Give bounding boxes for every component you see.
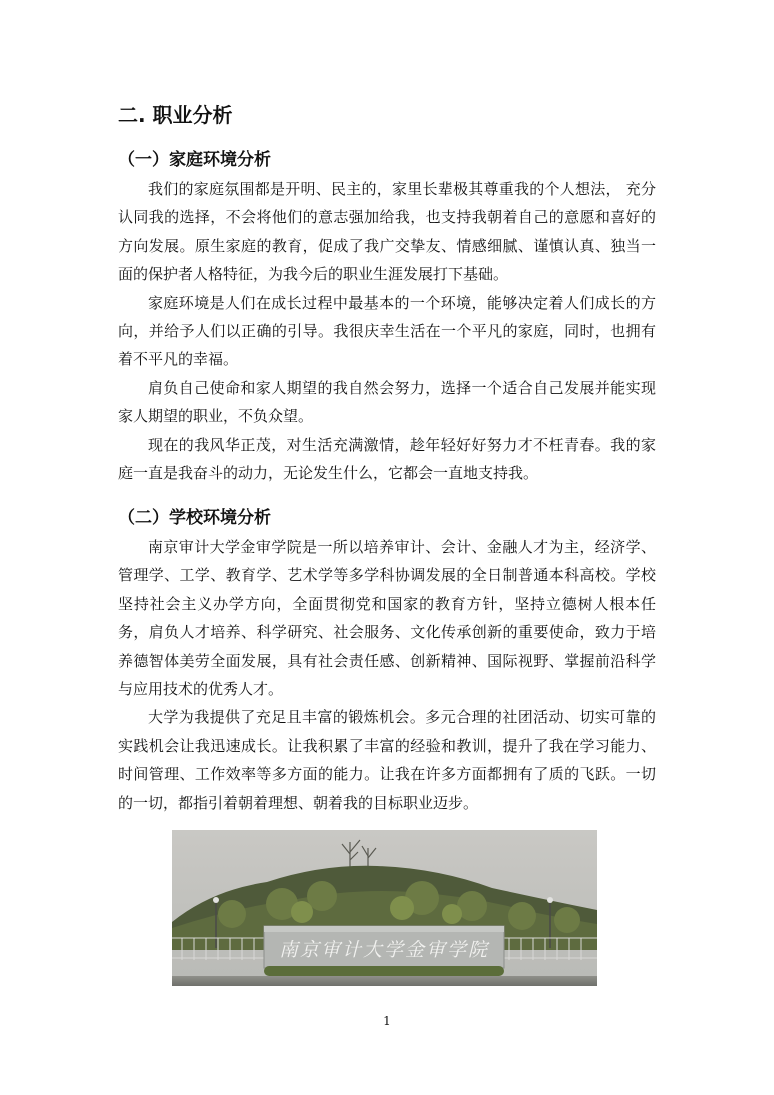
family-paragraph-4: 现在的我风华正茂，对生活充满激情，趁年轻好好努力才不枉青春。我的家庭一直是我奋斗的动力，无论发生什么，它都会一直地支持我。 bbox=[118, 435, 656, 483]
school-text bbox=[118, 533, 656, 817]
section-title: 二. 职业分析 bbox=[118, 103, 233, 127]
campus-gate-illustration bbox=[172, 830, 597, 986]
school-paragraph-1: 南京审计大学金审学院是一所以培养审计、会计、金融人才为主，经济学、管理学、工学、教育学、艺术学等多学科协调发展的全日制普通本科高校。学校坚持社会主义办学方向，全面贯彻党和国家的教育方针，坚持立德树人根本任务，肩负人才培养、科学研究、社会服务、文化传承创新的重要使命，致力于培养德智体美劳全面发展，具有社会责任感、创新精神、国际视野、掌握前沿科学与应用技术的优秀人才。 bbox=[118, 538, 656, 699]
family-text bbox=[118, 175, 656, 487]
school-heading: （二）学校环境分析 bbox=[118, 508, 271, 528]
family-heading: （一）家庭环境分析 bbox=[118, 150, 271, 170]
page-number: 1 bbox=[383, 1014, 391, 1028]
campus-gate-photo bbox=[172, 830, 597, 986]
family-paragraph-2: 家庭环境是人们在成长过程中最基本的一个环境，能够决定着人们成长的方向，并给予人们以正确的引导。我很庆幸生活在一个平凡的家庭，同时，也拥有着不平凡的幸福。 bbox=[118, 293, 656, 369]
family-paragraph-1: 我们的家庭氛围都是开明、民主的，家里长辈极其尊重我的个人想法， 充分认同我的选择，不会将他们的意志强加给我，也支持我朝着自己的意愿和喜好的方向发展。原生家庭的教育，促成了我广交挚友、情感细腻、谨慎认真、独当一面的保护者人格特征，为我今后的职业生涯发展打下基础。 bbox=[118, 180, 656, 284]
sign-text: 南京审计大学金审学院 bbox=[278, 939, 490, 961]
school-paragraph-2: 大学为我提供了充足且丰富的锻炼机会。多元合理的社团活动、切实可靠的实践机会让我迅速成长。让我积累了丰富的经验和教训，提升了我在学习能力、时间管理、工作效率等多方面的能力。让我在许多方面都拥有了质的飞跃。一切的一切，都指引着朝着理想、朝着我的目标职业迈步。 bbox=[118, 708, 656, 812]
family-paragraph-3: 肩负自己使命和家人期望的我自然会努力，选择一个适合自己发展并能实现家人期望的职业，不负众望。 bbox=[118, 378, 656, 426]
